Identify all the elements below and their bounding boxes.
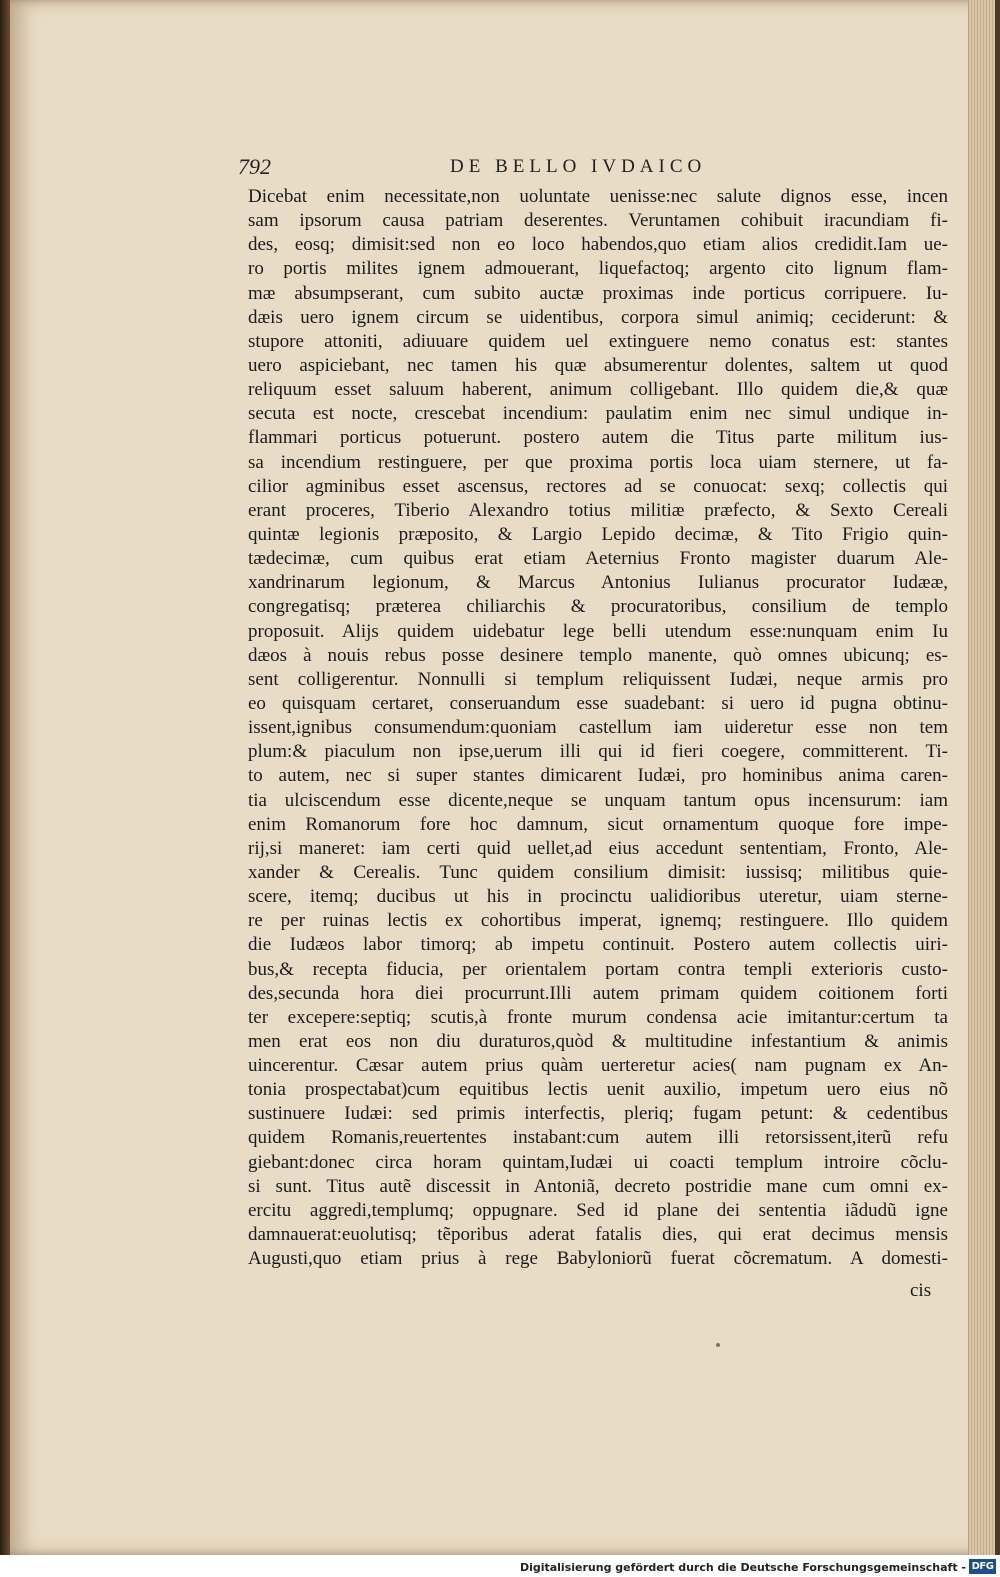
text-line: damnauerat:euolutisq; tẽporibus aderat fatalis dies, qui erat decimus mensis xyxy=(248,1224,948,1246)
text-line: des,secunda hora diei procurrunt.Illi autem primam quidem coitionem forti xyxy=(248,982,948,1004)
text-line: mæ absumpserant, cum subito auctæ proximas inde porticus corripuere. Iu- xyxy=(248,282,948,304)
text-line: giebant:donec circa horam quintam,Iudæi ui coacti templum introire cõclu- xyxy=(248,1151,948,1173)
text-line: erant proceres, Tiberio Alexandro totius militiæ præfecto, & Sexto Cereali xyxy=(248,499,948,521)
page-fore-edge xyxy=(968,0,995,1555)
text-line: plum:& piaculum non ipse,uerum illi qui id fieri coegere, committerent. Ti- xyxy=(248,741,948,763)
ink-speck xyxy=(716,1343,720,1347)
text-line: eo quisquam certaret, conseruandum esse suadebant: si uero id pugna obtinu- xyxy=(248,692,948,714)
text-line: reliquum esset saluum haberent, animum colligebant. Illo quidem die,& quæ xyxy=(248,379,948,401)
text-line: ercitu aggredi,templumq; oppugnare. Sed id plane dei sententia iãdudũ igne xyxy=(248,1199,948,1221)
dfg-logo: DFG xyxy=(969,1559,996,1574)
text-line: scere, itemq; ducibus ut his in procinctu ualidioribus uteretur, uiam sterne- xyxy=(248,886,948,908)
text-line: uero aspiciebant, nec tamen his quæ absumerentur dolentes, saltem ut quod xyxy=(248,354,948,376)
text-line: dæos à nouis rebus posse desinere templo manente, quò omnes ubicunq; es- xyxy=(248,644,948,666)
text-line: tædecimæ, cum quibus erat etiam Aeternius Fronto magister duarum Ale- xyxy=(248,548,948,570)
text-line: sustinuere Iudæi: sed primis interfectis, pleriq; fugam petunt: & cedentibus xyxy=(248,1103,948,1125)
text-line: men erat eos non diu duraturos,quòd & multitudine infestantium & animis xyxy=(248,1030,948,1052)
text-line: xandrinarum legionum, & Marcus Antonius Iulianus procurator Iudææ, xyxy=(248,572,948,594)
text-line: proposuit. Alijs quidem uidebatur lege belli utendum esse:nunquam enim Iu xyxy=(248,620,948,642)
text-line: ro portis milites ignem admouerant, liquefactoq; argento cito lignum flam- xyxy=(248,258,948,280)
text-line: secuta est nocte, crescebat incendium: paulatim enim nec simul undique in- xyxy=(248,403,948,425)
funding-credit: Digitalisierung gefördert durch die Deutsche Forschungsgemeinschaft - xyxy=(519,1561,966,1574)
text-line: ter excepere:septiq; scutis,à fronte murum condensa acie imitantur:certum ta xyxy=(248,1006,948,1028)
book-spine-edge xyxy=(0,0,10,1577)
text-line: cilior agminibus esset ascensus, rectores ad se conuocat: sexq; collectis qui xyxy=(248,475,948,497)
text-line: re per ruinas lectis ex cohortibus imperat, ignemq; restinguere. Illo quidem xyxy=(248,910,948,932)
text-line: enim Romanorum fore hoc damnum, sicut ornamentum quoque fore impe- xyxy=(248,813,948,835)
running-head: DE BELLO IVDAICO xyxy=(450,156,707,177)
text-line: stupore attoniti, adiuuare quidem uel extinguere nemo conatus est: stantes xyxy=(248,330,948,352)
page-number: 792 xyxy=(238,154,271,179)
text-line: rij,si maneret: iam certi quid uellet,ad eius accedunt sententiam, Fronto, Ale- xyxy=(248,837,948,859)
catchword: cis xyxy=(910,1280,932,1301)
text-line: bus,& recepta fiducia, per orientalem portam contra templi exterioris custo- xyxy=(248,958,948,980)
text-line: die Iudæos labor timorq; ab impetu continuit. Postero autem collectis uiri- xyxy=(248,934,948,956)
text-line: quidem Romanis,reuertentes instabant:cum autem illi retorsissent,iterũ refu xyxy=(248,1127,948,1149)
footer-bar xyxy=(0,1555,1000,1577)
text-line: des, eosq; dimisit:sed non eo loco habendos,quo etiam alios credidit.Iam ue- xyxy=(248,234,948,256)
text-line: congregatisq; præterea chiliarchis & procuratoribus, consilium de templo xyxy=(248,596,948,618)
body-text xyxy=(248,185,948,1271)
text-line: Augusti,quo etiam prius à rege Babyloniorũ fuerat cõcrematum. A domesti- xyxy=(248,1248,948,1270)
text-line: to autem, nec si super stantes dimicarent Iudæi, pro hominibus anima caren- xyxy=(248,765,948,787)
text-line: sent colligerentur. Nonnulli si templum reliquissent Iudæi, neque armis pro xyxy=(248,668,948,690)
text-line: uincerentur. Cæsar autem prius quàm uerteretur acies( nam pugnam ex An- xyxy=(248,1055,948,1077)
text-line: sa incendium restinguere, per que proxima portis loca uiam sternere, ut fa- xyxy=(248,451,948,473)
text-line: sam ipsorum causa patriam deserentes. Veruntamen cohibuit iracundiam fi- xyxy=(248,210,948,232)
text-line: xander & Cerealis. Tunc quidem consilium dimisit: iussisq; militibus quie- xyxy=(248,861,948,883)
text-line: issent,ignibus consumendum:quoniam castellum iam uideretur esse non tem xyxy=(248,717,948,739)
text-line: tia ulciscendum esse dicente,neque se unquam tantum opus incensurum: iam xyxy=(248,789,948,811)
text-line: Dicebat enim necessitate,non uoluntate uenisse:nec salute dignos esse, incen xyxy=(248,186,948,207)
text-line: tonia prospectabat)cum equitibus lectis uenit auxilio, impetum uero eius nõ xyxy=(248,1079,948,1101)
text-line: flammari porticus potuerunt. postero autem die Titus parte militum ius- xyxy=(248,427,948,449)
text-line: si sunt. Titus autẽ discessit in Antoniã, decreto postridie mane cum omni ex- xyxy=(248,1175,948,1197)
text-line: dæis uero ignem circum se uidentibus, corpora simul animiq; ceciderunt: & xyxy=(248,306,948,328)
text-line: quintæ legionis præposito, & Largio Lepido decimæ, & Tito Frigio quin- xyxy=(248,523,948,545)
